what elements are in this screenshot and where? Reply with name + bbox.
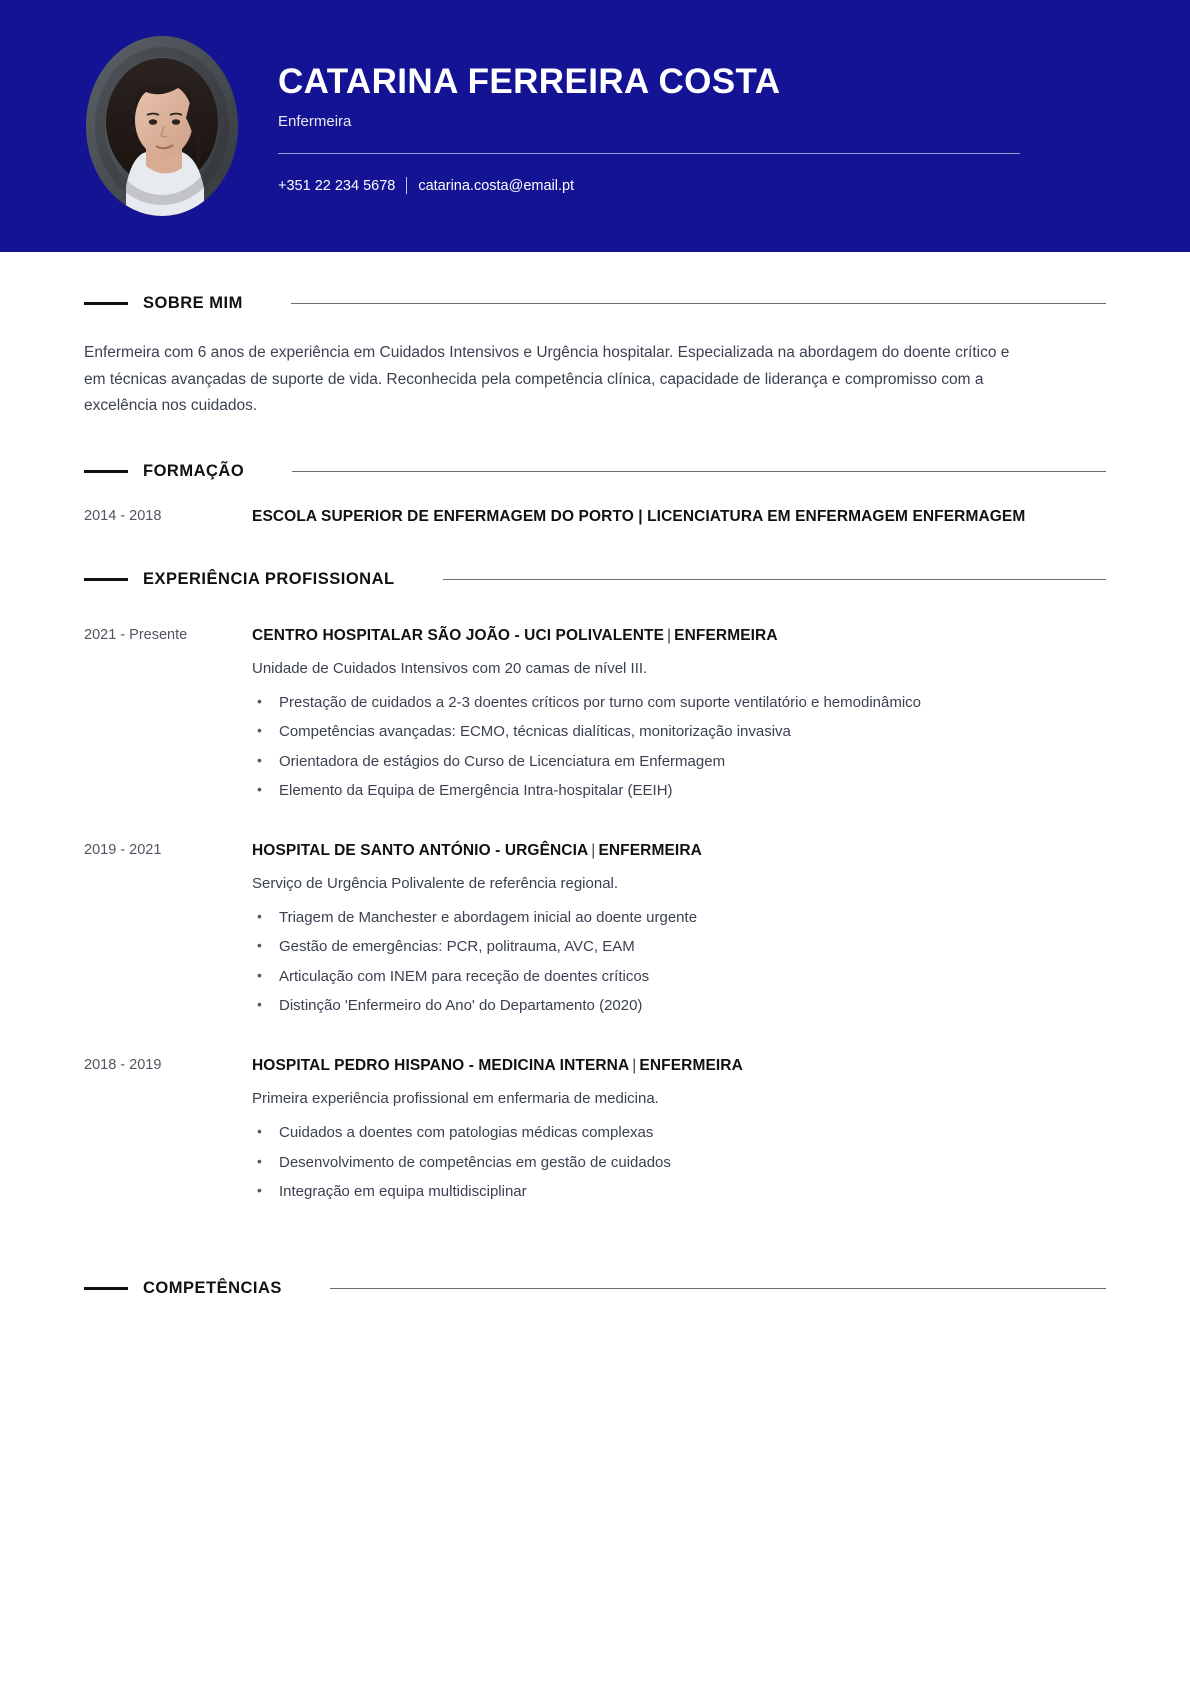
experience-bullets: [252, 906, 1106, 1018]
title-separator: |: [632, 1057, 637, 1075]
email-address[interactable]: catarina.costa@email.pt: [418, 177, 575, 194]
experience-date: 2019 - 2021: [84, 842, 162, 859]
experience-bullets: [252, 691, 1106, 803]
spacer: [84, 1209, 1106, 1237]
section-dash-icon: [84, 470, 128, 473]
education-date: 2014 - 2018: [84, 507, 162, 524]
experience-item: [84, 625, 1106, 808]
section-dash-icon: [84, 578, 128, 581]
experience-org: HOSPITAL PEDRO HISPANO - MEDICINA INTERNA: [252, 1057, 630, 1075]
resume-header: [0, 0, 1190, 252]
experience-title: [252, 840, 1106, 862]
section-rule: [292, 471, 1106, 472]
resume-body: [0, 294, 1190, 1298]
experience-role: ENFERMEIRA: [598, 842, 702, 860]
experience-item: [84, 840, 1106, 1023]
section-title-about: SOBRE MIM: [143, 294, 243, 312]
about-text: Enfermeira com 6 anos de experiência em Cuidados Intensivos e Urgência hospitalar. Especializada na abordagem do doente crítico e em técnicas avançadas de suporte de vida. Reconhecida pela competência clínica, capacidade de liderança e compromisso com a excelência nos cuidados.: [84, 344, 1010, 415]
section-title-skills: COMPETÊNCIAS: [143, 1279, 282, 1298]
experience-summary: Primeira experiência profissional em enfermaria de medicina.: [252, 1090, 659, 1108]
experience-body: [252, 1055, 1106, 1209]
list-item: • Competências avançadas: ECMO, técnicas dialíticas, monitorização invasiva: [252, 720, 1106, 744]
education-title: ESCOLA SUPERIOR DE ENFERMAGEM DO PORTO | LICENCIATURA EM ENFERMAGEM ENFERMAGEM: [252, 507, 1026, 525]
list-item: • Distinção 'Enfermeiro do Ano' do Departamento (2020): [252, 994, 1106, 1018]
section-rule: [330, 1288, 1106, 1289]
section-title-experience: EXPERIÊNCIA PROFISSIONAL: [143, 569, 395, 588]
section-header-skills: [84, 1279, 1106, 1298]
section-title-education: FORMAÇÃO: [143, 461, 245, 480]
section-header-education: [84, 462, 1106, 481]
education-item: [84, 506, 1106, 528]
section-dash-icon: [84, 302, 128, 305]
list-item: • Cuidados a doentes com patologias médicas complexas: [252, 1121, 1106, 1145]
list-item: • Articulação com INEM para receção de doentes críticos: [252, 965, 1106, 989]
contact-info: [278, 177, 1020, 194]
experience-summary: Serviço de Urgência Polivalente de referência regional.: [252, 875, 619, 893]
section-dash-icon: [84, 1287, 128, 1290]
experience-body: [252, 840, 1106, 1023]
spacer: [84, 589, 1106, 603]
section-rule: [443, 579, 1106, 580]
experience-role: ENFERMEIRA: [674, 626, 778, 644]
list-item: • Triagem de Manchester e abordagem inicial ao doente urgente: [252, 906, 1106, 930]
list-item: • Elemento da Equipa de Emergência Intra-hospitalar (EEIH): [252, 779, 1106, 803]
experience-summary: Unidade de Cuidados Intensivos com 20 camas de nível III.: [252, 659, 648, 677]
portrait-photo-icon: [86, 36, 238, 216]
experience-date: 2021 - Presente: [84, 626, 188, 643]
list-item: • Gestão de emergências: PCR, politrauma, AVC, EAM: [252, 935, 1106, 959]
experience-body: [252, 625, 1106, 808]
header-text-block: [278, 58, 1190, 195]
contact-separator: [406, 177, 407, 194]
experience-title: [252, 1055, 1106, 1077]
title-separator: |: [667, 626, 672, 644]
experience-item: [84, 1055, 1106, 1209]
experience-org: HOSPITAL DE SANTO ANTÓNIO - URGÊNCIA: [252, 842, 589, 860]
experience-role: ENFERMEIRA: [639, 1057, 743, 1075]
job-role-subtitle: Enfermeira: [278, 113, 352, 131]
phone-number[interactable]: +351 22 234 5678: [278, 177, 396, 194]
page-title: CATARINA FERREIRA COSTA: [278, 61, 781, 101]
header-divider: [278, 153, 1020, 154]
education-body: [252, 506, 1106, 528]
section-rule: [291, 303, 1106, 304]
experience-bullets: [252, 1121, 1106, 1204]
avatar: [86, 36, 238, 216]
section-header-about: [84, 294, 1106, 313]
list-item: • Desenvolvimento de competências em gestão de cuidados: [252, 1151, 1106, 1175]
experience-date: 2018 - 2019: [84, 1057, 162, 1074]
list-item: • Integração em equipa multidisciplinar: [252, 1180, 1106, 1204]
section-header-experience: [84, 570, 1106, 589]
list-item: • Prestação de cuidados a 2-3 doentes críticos por turno com suporte ventilatório e hemodinâmico: [252, 691, 1106, 715]
experience-org: CENTRO HOSPITALAR SÃO JOÃO - UCI POLIVALENTE: [252, 626, 665, 644]
experience-title: [252, 625, 1106, 647]
title-separator: |: [591, 842, 596, 860]
list-item: • Orientadora de estágios do Curso de Licenciatura em Enfermagem: [252, 750, 1106, 774]
